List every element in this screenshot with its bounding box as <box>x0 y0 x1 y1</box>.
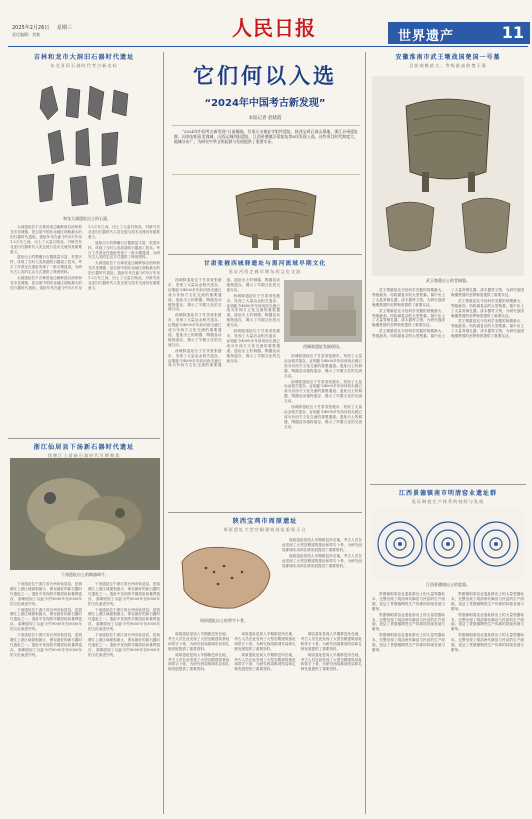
paragraph: 武王墩墓是迄今经科学发掘的规模最大、等级最高、结构最复杂的大型楚墓。墓中出土了大量青铜礼器、漆木器等文物，为研究战国晚期楚国的丧葬制度提供了重要实证。 <box>451 298 524 318</box>
right-low-image <box>372 508 524 580</box>
paragraph: 周原遗址是周人早期都邑所在地，考古人员在此发现了大型宫殿建筑基址和带字卜骨，为研究西周都城布局和礼制发展提供了重要资料。 <box>234 632 296 651</box>
lead-intro: “2024年中国考古新发现”日前揭晓。甘肃天水秦安寺咀坪遗址、陕西宝鸡石鼓山墓地、浙江台州遗址群、河南安阳洹北商城、山西运城西阳遗址、江西景德镇浮梁窑址等6项发现入选。这些项目时代跨度大，地域分布广，为研究中华文明起源与发展提供了重要实证。 <box>174 129 358 145</box>
right-low-title: 江西景德镇南市明清窑业遗址群 <box>398 490 497 497</box>
paragraph: 下汤遗址位于浙江省台州市仙居县，是钱塘江上游区域面积最大、保存最好的新石器时代遗址之一。遗址中发现的早期居址和墓葬遗存，清晰展现了从距今约9000年至5000年的文化演进序列。 <box>10 607 82 632</box>
left-top-title: 吉林和龙市大洞旧石器时代遗址 <box>33 54 135 61</box>
paragraph: 西城驿遗址位于甘肃省张掖市，发现了大量冶金相关遗存，证明距今4000多年前河西走廊已成为东西方文化交流的重要通道。遗址出土的铜器、陶器及动植物遗存，揭示了早期文化的交流互动。 <box>284 405 362 429</box>
center-low-image <box>172 538 276 616</box>
right-low-body <box>372 592 524 812</box>
paragraph: 遗址出土的黑曜石石器数量丰富，类型多样，体现了当时人类高超的石器加工技术。考古工作者还在遗址发现了一批火塘遗迹，为研究古人类的生活方式提供了珍贵资料。 <box>88 240 160 260</box>
center-mid-image <box>284 280 362 342</box>
left-divider-1 <box>8 438 160 439</box>
paragraph: 下汤遗址位于浙江省台州市仙居县，是钱塘江上游区域面积最大、保存最好的新石器时代遗址之一。遗址中发现的早期居址和墓葬遗存，清晰展现了从距今约9000年至5000年的文化演进序列。 <box>88 633 160 657</box>
date: 2025年2月26日 <box>12 25 50 31</box>
paragraph: 周原遗址是周人早期都邑所在地，考古人员在此发现了大型宫殿建筑基址和带字卜骨，为研究西周都城布局和礼制发展提供了重要资料。 <box>168 632 230 651</box>
paragraph: 西城驿遗址位于甘肃省张掖市，发现了大量冶金相关遗存，证明距今4000多年前河西走廊已成为东西方文化交流的重要通道。遗址出土的铜器、陶器及动植物遗存，揭示了早期文化的交流互动。 <box>284 354 362 378</box>
left-mid-body <box>10 582 160 812</box>
masthead <box>0 0 532 46</box>
paragraph: 西城驿遗址位于甘肃省张掖市，发现了大量冶金相关遗存，证明距今4000多年前河西走廊已成为东西方文化交流的重要通道。遗址出土的铜器、陶器及动植物遗存，揭示了早期文化的交流互动。 <box>168 313 222 347</box>
lead-title: 它们何以入选 <box>193 64 337 88</box>
lead-section <box>168 52 362 121</box>
paragraph: 遗址出土的黑曜石石器数量丰富，类型多样，体现了当时人类高超的石器加工技术。考古工作者还在遗址发现了一批火塘遗迹，为研究古人类的生活方式提供了珍贵资料。 <box>10 255 82 275</box>
paragraph: 西城驿遗址位于甘肃省张掖市，发现了大量冶金相关遗存，证明距今4000多年前河西走廊已成为东西方文化交流的重要通道。遗址出土的铜器、陶器及动植物遗存，揭示了早期文化的交流互动。 <box>168 278 280 368</box>
right-top-section <box>370 52 526 69</box>
caption-7: 江西景德镇出土的瓷器。 <box>426 582 470 587</box>
center-low-subtitle: 周原遗址大型宫殿建筑基址重现天日 <box>223 527 307 532</box>
left-mid-section <box>8 442 160 459</box>
paragraph: 西城驿遗址位于甘肃省张掖市，发现了大量冶金相关遗存，证明距今4000多年前河西走廊已成为东西方文化交流的重要通道。遗址出土的铜器、陶器及动植物遗存，揭示了早期文化的交流互动。 <box>284 379 362 404</box>
paragraph: 西城驿遗址位于甘肃省张掖市，发现了大量冶金相关遗存，证明距今4000多年前河西走廊已成为东西方文化交流的重要通道。遗址出土的铜器、陶器及动植物遗存，揭示了早期文化的交流互动。 <box>226 329 280 363</box>
editor-line: 责任编辑：刘爽 <box>12 32 40 37</box>
edition-title: 世界遗产 <box>398 29 455 44</box>
paragraph: 周原遗址是周人早期都邑所在地，考古人员在此发现了大型宫殿建筑基址和带字卜骨，为研究西周都城布局和礼制发展提供了重要资料。 <box>300 652 362 672</box>
paragraph: 大洞遗址位于吉林省延边朝鲜族自治州和龙市龙城镇，是目前中国东北地区面积最大的旧石器时代遗址。遗址年代在距今约5万年至1.2万年之间，出土了大量石制品，对研究东北亚旧石器时代人类迁徙与技术交流具有重要意义。 <box>10 225 82 254</box>
paragraph: 周原遗址是周人早期都邑所在地，考古人员在此发现了大型宫殿建筑基址和带字卜骨，为研究西周都城布局和礼制发展提供了重要资料。 <box>300 632 362 651</box>
lead-subtitle: “2024年中国考古新发现” <box>204 98 326 109</box>
masthead-rule <box>8 46 528 47</box>
left-top-section <box>8 52 160 69</box>
paragraph: 周原遗址是周人早期都邑所在地，考古人员在此发现了大型宫殿建筑基址和带字卜骨，为研究西周都城布局和礼制发展提供了重要资料。 <box>168 652 230 672</box>
paragraph: 武王墩墓是迄今经科学发掘的规模最大、等级最高、结构最复杂的大型楚墓。墓中出土了大量青铜礼器、漆木器等文物，为研究战国晚期楚国的丧葬制度提供了重要实证。 <box>372 308 445 328</box>
page-number: 11 <box>501 23 524 42</box>
caption-1: 和龙大洞遗址出土的石器。 <box>63 216 111 221</box>
paragraph: 西城驿遗址位于甘肃省张掖市，发现了大量冶金相关遗存，证明距今4000多年前河西走廊已成为东西方文化交流的重要通道。遗址出土的铜器、陶器及动植物遗存，揭示了早期文化的交流互动。 <box>168 278 222 312</box>
left-mid-title: 浙江仙居县下汤新石器时代遗址 <box>33 444 135 451</box>
right-top-title: 安徽淮南市武王墩战国楚国一号墓 <box>395 54 501 61</box>
paragraph: 下汤遗址位于浙江省台州市仙居县，是钱塘江上游区域面积最大、保存最好的新石器时代遗址之一。遗址中发现的早期居址和墓葬遗存，清晰展现了从距今约9000年至5000年的文化演进序列。 <box>10 582 82 606</box>
paragraph: 景德镇明清窑业遗址群出土的大量瓷器标本，完整呈现了明清两代御窑与民窑的生产面貌，见证了景德镇陶瓷生产体系的持续发展与繁荣。 <box>372 633 445 652</box>
right-top-body <box>372 288 524 480</box>
paragraph: 武王墩墓是迄今经科学发掘的规模最大、等级最高、结构最复杂的大型楚墓。墓中出土了大量青铜礼器、漆木器等文物，为研究战国晚期楚国的丧葬制度提供了重要实证。 <box>372 288 524 339</box>
center-low-title: 陕西宝鸡市周原遗址 <box>232 518 298 525</box>
right-top-subtitle: 目前规模最大、等级最高的楚王墓 <box>409 63 487 68</box>
center-low-body <box>168 632 362 812</box>
center-mid-body-right <box>284 354 362 510</box>
caption-4: 西城驿遗址发掘现场。 <box>303 344 343 349</box>
weekday: 星期三 <box>56 25 72 31</box>
right-low-subtitle: 见证陶瓷生产体系的持续与发展 <box>411 499 485 504</box>
center-divider-1 <box>168 254 362 255</box>
caption-3: 下汤遗址出土的陶器碎片。 <box>61 572 109 577</box>
paragraph: 景德镇明清窑业遗址群出土的大量瓷器标本，完整呈现了明清两代御窑与民窑的生产面貌，见证了景德镇陶瓷生产体系的持续发展与繁荣。 <box>372 592 445 611</box>
left-mid-image <box>10 458 160 570</box>
center-mid-subtitle: 见证河西走廊早期东西文化交流 <box>228 269 302 274</box>
vertical-divider-left <box>163 52 164 814</box>
vertical-divider-right <box>365 52 366 814</box>
paragraph: 下汤遗址位于浙江省台州市仙居县，是钱塘江上游区域面积最大、保存最好的新石器时代遗址之一。遗址中发现的早期居址和墓葬遗存，清晰展现了从距今约9000年至5000年的文化演进序列。 <box>88 607 160 632</box>
paper-logo: 人民日报 <box>232 16 316 40</box>
center-mid-section <box>168 258 362 275</box>
paragraph: 周原遗址是周人早期都邑所在地，考古人员在此发现了大型宫殿建筑基址和带字卜骨，为研究西周都城布局和礼制发展提供了重要资料。 <box>234 652 296 672</box>
paragraph: 下汤遗址位于浙江省台州市仙居县，是钱塘江上游区域面积最大、保存最好的新石器时代遗址之一。遗址中发现的早期居址和墓葬遗存，清晰展现了从距今约9000年至5000年的文化演进序列。 <box>88 582 160 606</box>
left-top-artifact-image <box>18 80 156 214</box>
center-divider-2 <box>168 512 362 513</box>
paragraph: 景德镇明清窑业遗址群出土的大量瓷器标本，完整呈现了明清两代御窑与民窑的生产面貌，见证了景德镇陶瓷生产体系的持续发展与繁荣。 <box>451 592 524 611</box>
center-mid-title: 甘肃张掖西城驿遗址与黑河流域早期文化 <box>203 261 327 267</box>
lead-intro-box <box>172 125 360 175</box>
paragraph: 下汤遗址位于浙江省台州市仙居县，是钱塘江上游区域面积最大、保存最好的新石器时代遗址之一。遗址中发现的早期居址和墓葬遗存，清晰展现了从距今约9000年至5000年的文化演进序列。 <box>10 633 82 657</box>
caption-6: 武王墩墓出土的青铜器。 <box>426 278 470 283</box>
right-low-section <box>370 488 526 505</box>
left-top-body <box>10 225 160 435</box>
center-mid-body-left <box>168 278 280 510</box>
paragraph: 武王墩墓是迄今经科学发掘的规模最大、等级最高、结构最复杂的大型楚墓。墓中出土了大量青铜礼器、漆木器等文物，为研究战国晚期楚国的丧葬制度提供了重要实证。 <box>372 288 445 307</box>
paragraph: 周原遗址是周人早期都邑所在地，考古人员在此发现了大型宫殿建筑基址和带字卜骨，为研究西周都城布局和礼制发展提供了重要资料。 <box>282 553 362 568</box>
paragraph: 大洞遗址位于吉林省延边朝鲜族自治州和龙市龙城镇，是目前中国东北地区面积最大的旧石器时代遗址。遗址年代在距今约5万年至1.2万年之间，出土了大量石制品，对研究东北亚旧石器时代人类迁徙与技术交流具有重要意义。 <box>88 261 160 290</box>
paragraph: 景德镇明清窑业遗址群出土的大量瓷器标本，完整呈现了明清两代御窑与民窑的生产面貌，见证了景德镇陶瓷生产体系的持续发展与繁荣。 <box>451 612 524 632</box>
caption-5: 周原遗址出土的带字卜骨。 <box>200 618 248 623</box>
paragraph: 武王墩墓是迄今经科学发掘的规模最大、等级最高、结构最复杂的大型楚墓。墓中出土了大量青铜礼器、漆木器等文物，为研究战国晚期楚国的丧葬制度提供了重要实证。 <box>451 319 524 339</box>
left-mid-subtitle: 钱塘江上游新石器时代早期聚落 <box>47 453 121 458</box>
center-low-body-right <box>282 538 362 628</box>
paragraph: 大洞遗址位于吉林省延边朝鲜族自治州和龙市龙城镇，是目前中国东北地区面积最大的旧石器时代遗址。遗址年代在距今约5万年至1.2万年之间，出土了大量石制品，对研究东北亚旧石器时代人类迁徙与技术交流具有重要意义。 <box>10 225 160 290</box>
right-top-image <box>372 76 524 276</box>
paragraph: 周原遗址是周人早期都邑所在地，考古人员在此发现了大型宫殿建筑基址和带字卜骨，为研究西周都城布局和礼制发展提供了重要资料。 <box>282 538 362 552</box>
center-low-section <box>168 516 362 533</box>
paragraph: 景德镇明清窑业遗址群出土的大量瓷器标本，完整呈现了明清两代御窑与民窑的生产面貌，见证了景德镇陶瓷生产体系的持续发展与繁荣。 <box>451 633 524 652</box>
date-line <box>12 24 72 31</box>
right-divider <box>370 484 526 485</box>
paragraph: 景德镇明清窑业遗址群出土的大量瓷器标本，完整呈现了明清两代御窑与民窑的生产面貌，见证了景德镇陶瓷生产体系的持续发展与繁荣。 <box>372 612 445 632</box>
section-banner <box>388 22 530 44</box>
lead-bronze-image <box>206 176 346 252</box>
paragraph: 西城驿遗址位于甘肃省张掖市，发现了大量冶金相关遗存，证明距今4000多年前河西走廊已成为东西方文化交流的重要通道。遗址出土的铜器、陶器及动植物遗存，揭示了早期文化的交流互动。 <box>226 293 280 328</box>
lead-byline: 本报记者 赵晓霞 <box>248 116 282 121</box>
left-top-subtitle: 东北亚旧石器时代考古新坐标 <box>50 63 118 68</box>
